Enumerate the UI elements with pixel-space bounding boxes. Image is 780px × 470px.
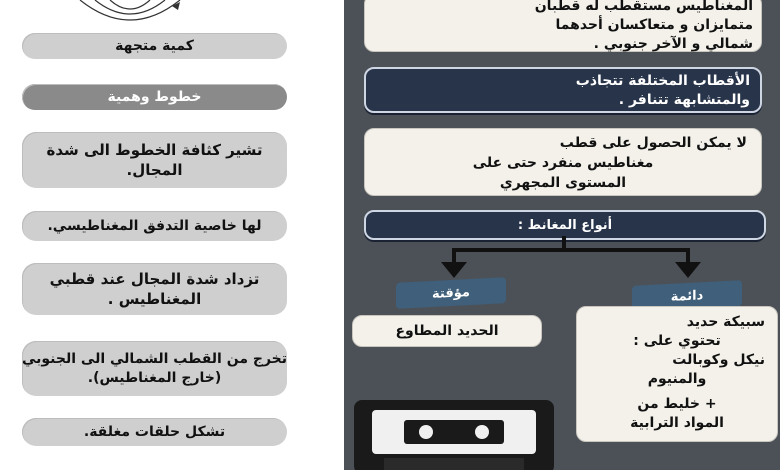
left-item-strength-poles: تزداد شدة المجال عند قطبي المغناطيس . — [22, 263, 287, 315]
permanent-banner: دائمة — [632, 280, 742, 312]
temporary-banner: مؤقتة — [396, 277, 506, 309]
arrow-down-icon-right — [675, 262, 701, 278]
left-item-flux: لها خاصية التدفق المغناطيسي. — [22, 211, 287, 241]
cassette-illustration — [344, 392, 580, 470]
left-item-density: تشير كثافة الخطوط الى شدة المجال. — [22, 132, 287, 188]
permanent-detail: سبيكة حديد تحتوي على : نيكل وكوبالت والمنيوم + خليط من المواد الترابية — [576, 306, 778, 442]
left-item-closed-loops: تشكل حلقات مغلقة. — [22, 418, 287, 446]
card-two-poles: المغناطيس مستقطب له قطبان متمايزان و متعاكسان أحدهما شمالي و الآخر جنوبي . — [364, 0, 762, 52]
left-item-vector: كمية متجهة — [22, 33, 287, 59]
arrow-down-icon-left — [441, 262, 467, 278]
temporary-example: الحديد المطاوع — [352, 315, 542, 347]
left-item-north-to-south: تخرج من القطب الشمالي الى الجنوبي (خارج المغناطيس). — [22, 341, 287, 396]
connector-horizontal — [452, 248, 690, 252]
left-item-imaginary-lines: خطوط وهمية — [22, 84, 287, 110]
card-no-monopole: لا يمكن الحصول على قطب مغناطيس منفرد حتى على المستوى المجهري — [364, 128, 762, 196]
card-poles-attract-repel: الأقطاب المختلفة تتجاذب والمتشابهة تتنافر . — [364, 67, 762, 113]
right-panel — [344, 0, 780, 470]
field-lines-sketch — [60, 0, 200, 28]
types-header: أنواع المغانط : — [364, 210, 766, 240]
